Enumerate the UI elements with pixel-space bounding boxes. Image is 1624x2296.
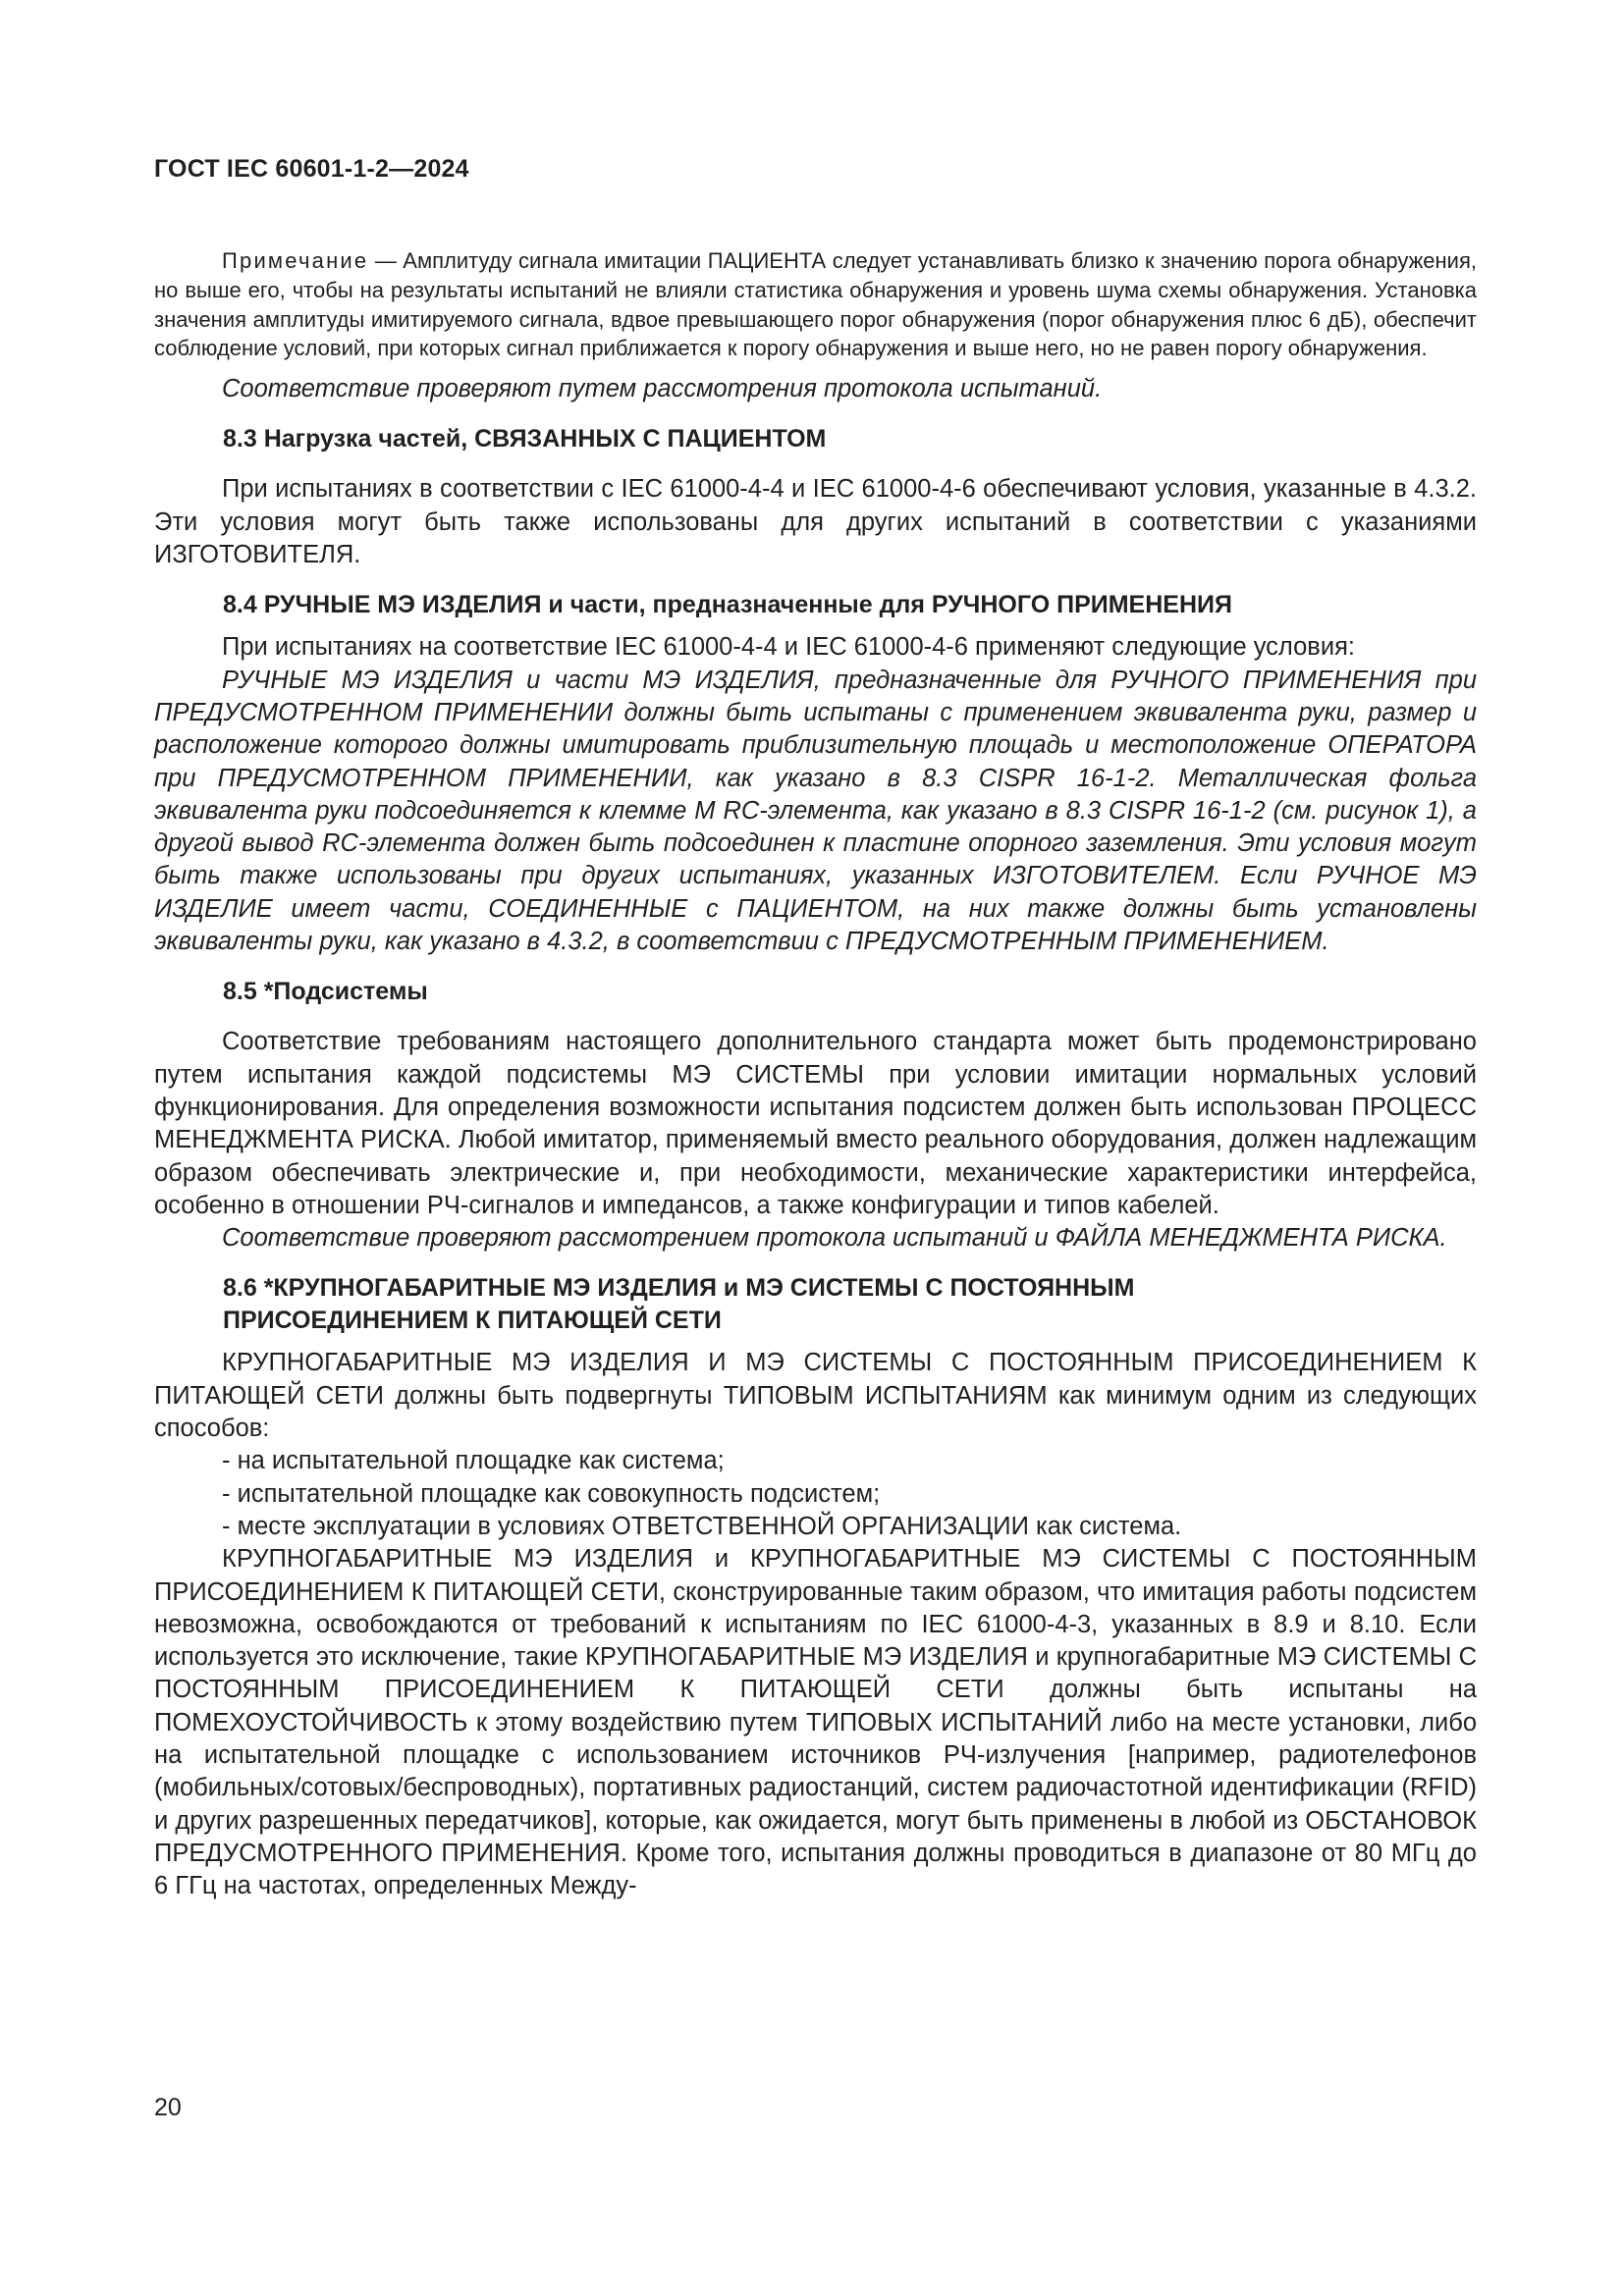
section-8-6-heading xyxy=(154,1272,1477,1337)
section-8-4-italic-paragraph: РУЧНЫЕ МЭ ИЗДЕЛИЯ и части МЭ ИЗДЕЛИЯ, предназначенные для РУЧНОГО ПРИМЕНЕНИЯ при ПРЕДУСМОТРЕННОМ ПРИМЕНЕНИИ должны быть испытаны с применением эквивалента руки, размер и расположение которого должны имитировать приблизительную площадь и местоположение ОПЕРАТОРА при ПРЕДУСМОТРЕННОМ ПРИМЕНЕНИИ, как указано в 8.3 CISPR 16-1-2. Металлическая фольга эквивалента руки подсоединяется к клемме М RC-элемента, как указано в 8.3 CISPR 16-1-2 (см. рисунок 1), а другой вывод RC-элемента должен быть подсоединен к пластине опорного заземления. Эти условия могут быть также использованы при других испытаниях, указанных ИЗГОТОВИТЕЛЕМ. Если РУЧНОЕ МЭ ИЗДЕЛИЕ имеет части, СОЕДИНЕННЫЕ с ПАЦИЕНТОМ, на них также должны быть установлены эквиваленты руки, как указано в 4.3.2, в соответствии с ПРЕДУСМОТРЕННЫМ ПРИМЕНЕНИЕМ. xyxy=(154,666,1477,956)
section-8-6-paragraph-1: КРУПНОГАБАРИТНЫЕ МЭ ИЗДЕЛИЯ И МЭ СИСТЕМЫ С ПОСТОЯННЫМ ПРИСОЕДИНЕНИЕМ К ПИТАЮЩЕЙ СЕТИ должны быть подвергнуты ТИПОВЫМ ИСПЫТАНИЯМ как минимум одним из следующих способов: xyxy=(154,1349,1477,1443)
list-item: - месте эксплуатации в условиях ОТВЕТСТВЕННОЙ ОРГАНИЗАЦИИ как система. xyxy=(222,1512,1182,1540)
section-8-3-paragraph: При испытаниях в соответствии с IEC 61000-4-4 и IEC 61000-4-6 обеспечивают условия, указанные в 4.3.2. Эти условия могут быть также использованы для других испытаний в соответствии с указаниями ИЗГОТОВИТЕЛЯ. xyxy=(154,475,1477,569)
section-8-5-compliance: Соответствие проверяют рассмотрением протокола испытаний и ФАЙЛА МЕНЕДЖМЕНТА РИСКА. xyxy=(222,1224,1447,1253)
page-number: 20 xyxy=(154,2094,182,2121)
section-8-3-heading: 8.3 Нагрузка частей, СВЯЗАННЫХ С ПАЦИЕНТОМ xyxy=(223,425,827,454)
test-methods-list xyxy=(154,1445,1477,1543)
list-item: - испытательной площадке как совокупность подсистем; xyxy=(222,1479,881,1508)
section-8-6-paragraph-2: КРУПНОГАБАРИТНЫЕ МЭ ИЗДЕЛИЯ и КРУПНОГАБАРИТНЫЕ МЭ СИСТЕМЫ С ПОСТОЯННЫМ ПРИСОЕДИНЕНИЕМ К ПИТАЮЩЕЙ СЕТИ, сконструированные таким образом, что имитация работы подсистем невозможна, освобождаются от требований к испытаниям по IEC 61000-4-3, указанных в 8.9 и 8.10. Если используется это исключение, такие КРУПНОГАБАРИТНЫЕ МЭ ИЗДЕЛИЯ и крупногабаритные МЭ СИСТЕМЫ С ПОСТОЯННЫМ ПРИСОЕДИНЕНИЕМ К ПИТАЮЩЕЙ СЕТИ должны быть испытаны на ПОМЕХОУСТОЙЧИВОСТЬ к этому воздействию путем ТИПОВЫХ ИСПЫТАНИЙ либо на месте установки, либо на испытательной площадке с использованием источников РЧ-излучения [например, радиотелефонов (мобильных/сотовых/беспроводных), портативных радиостанций, систем радиочастотной идентификации (RFID) и других разрешенных передатчиков], которые, как ожидается, могут быть применены в любой из ОБСТАНОВОК ПРЕДУСМОТРЕННОГО ПРИМЕНЕНИЯ. Кроме того, испытания должны проводиться в диапазоне от 80 МГц до 6 ГГц на частотах, определенных Между- xyxy=(154,1545,1477,1900)
document-header: ГОСТ IEC 60601-1-2—2024 xyxy=(154,155,469,183)
section-8-6-heading-line2: ПРИСОЕДИНЕНИЕМ К ПИТАЮЩЕЙ СЕТИ xyxy=(223,1307,722,1335)
section-8-4-heading: 8.4 РУЧНЫЕ МЭ ИЗДЕЛИЯ и части, предназначенные для РУЧНОГО ПРИМЕНЕНИЯ xyxy=(223,591,1232,619)
list-item: - на испытательной площадке как система; xyxy=(222,1447,725,1475)
section-8-5-heading: 8.5 *Подсистемы xyxy=(223,978,428,1006)
section-8-4-paragraph: При испытаниях на соответствие IEC 61000-4-4 и IEC 61000-4-6 применяют следующие условия: xyxy=(222,633,1355,662)
note-label: Примечание xyxy=(222,248,369,273)
note-text: — Амплитуду сигнала имитации ПАЦИЕНТА следует устанавливать близко к значению порога обнаружения, но выше его, чтобы на результаты испытаний не влияли статистика обнаружения и уровень шума схемы обнаружения. Установка значения амплитуды имитируемого сигнала, вдвое превышающего порог обнаружения (порог обнаружения плюс 6 дБ), обеспечит соблюдение условий, при которых сигнал приближается к порогу обнаружения и выше него, но не равен порогу обнаружения. xyxy=(154,248,1477,361)
section-8-6-heading-line1: 8.6 *КРУПНОГАБАРИТНЫЕ МЭ ИЗДЕЛИЯ и МЭ СИСТЕМЫ С ПОСТОЯННЫМ xyxy=(223,1274,1135,1303)
note-paragraph xyxy=(154,246,1477,363)
section-8-5-paragraph: Соответствие требованиям настоящего дополнительного стандарта может быть продемонстрировано путем испытания каждой подсистемы МЭ СИСТЕМЫ при условии имитации нормальных условий функционирования. Для определения возможности испытания подсистем должен быть использован ПРОЦЕСС МЕНЕДЖМЕНТА РИСКА. Любой имитатор, применяемый вместо реального оборудования, должен надлежащим образом обеспечивать электрические и, при необходимости, механические характеристики интерфейса, особенно в отношении РЧ-сигналов и импедансов, а также конфигурации и типов кабелей. xyxy=(154,1028,1477,1219)
compliance-statement: Соответствие проверяют путем рассмотрения протокола испытаний. xyxy=(222,375,1103,403)
